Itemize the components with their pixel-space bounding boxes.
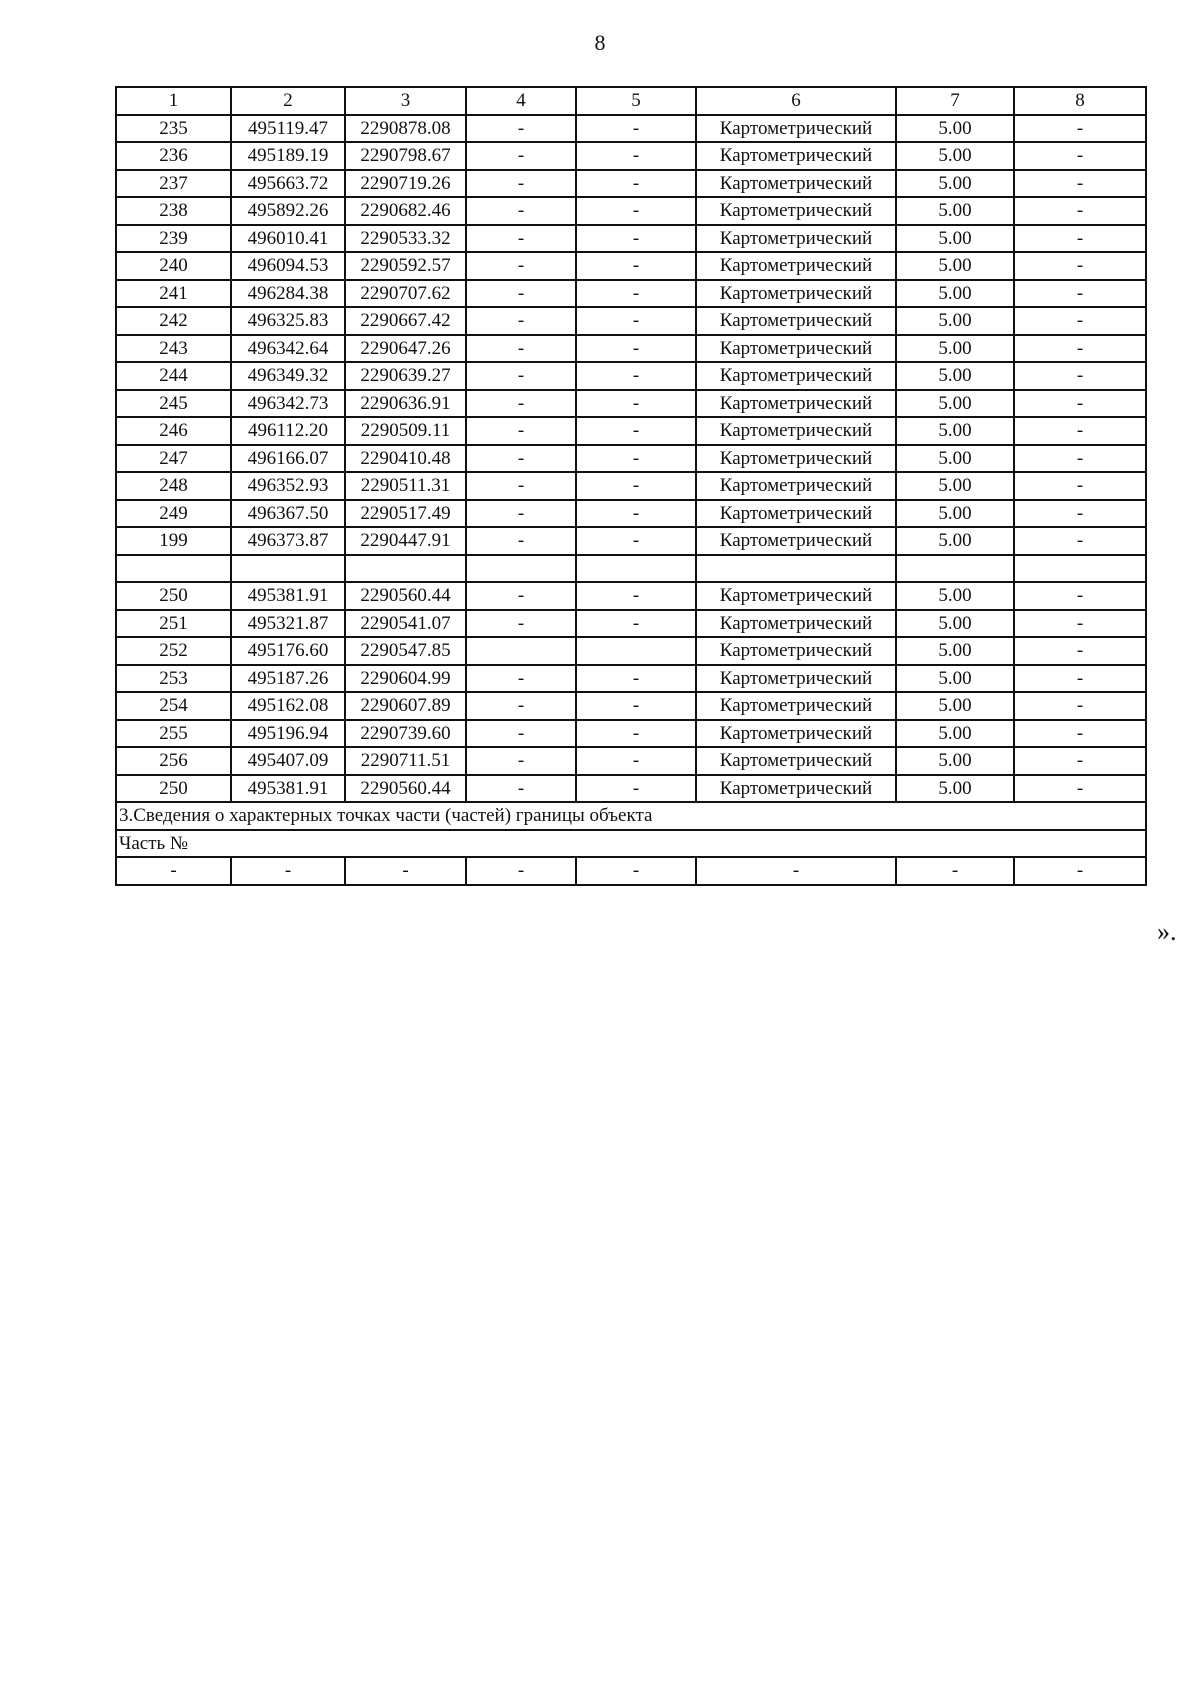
column-header: 8 <box>1014 87 1146 115</box>
table-cell: - <box>1014 665 1146 693</box>
table-row <box>116 362 1146 390</box>
table-cell: 5.00 <box>896 362 1014 390</box>
table-cell: - <box>466 390 576 418</box>
table-cell: - <box>576 417 696 445</box>
table-cell: 5.00 <box>896 582 1014 610</box>
table-cell: 5.00 <box>896 610 1014 638</box>
table-cell: - <box>576 472 696 500</box>
table-cell: - <box>466 472 576 500</box>
table-cell: 495189.19 <box>231 142 345 170</box>
table-cell: Картометрический <box>696 362 896 390</box>
table-cell: - <box>466 775 576 803</box>
table-row <box>116 500 1146 528</box>
table-cell: 5.00 <box>896 500 1014 528</box>
table-cell: - <box>466 225 576 253</box>
table-cell: 495196.94 <box>231 720 345 748</box>
table-cell: - <box>1014 390 1146 418</box>
table-row <box>116 252 1146 280</box>
table-cell: 5.00 <box>896 637 1014 665</box>
table-cell: - <box>1014 857 1146 885</box>
table-cell: Картометрический <box>696 692 896 720</box>
table-cell: - <box>345 857 466 885</box>
table-cell: - <box>576 582 696 610</box>
table-cell: - <box>1014 115 1146 143</box>
table-cell: - <box>576 390 696 418</box>
table-cell: 236 <box>116 142 231 170</box>
table-cell: Картометрический <box>696 527 896 555</box>
table-cell: - <box>466 307 576 335</box>
table-cell: 238 <box>116 197 231 225</box>
table-cell: - <box>1014 225 1146 253</box>
table-cell: - <box>466 142 576 170</box>
table-cell: 2290509.11 <box>345 417 466 445</box>
table-cell: 496112.20 <box>231 417 345 445</box>
table-cell: - <box>466 197 576 225</box>
page-number: 8 <box>594 30 606 55</box>
table-cell: 5.00 <box>896 197 1014 225</box>
table-cell: 248 <box>116 472 231 500</box>
table-cell: - <box>1014 445 1146 473</box>
table-cell: 245 <box>116 390 231 418</box>
table-cell: - <box>576 720 696 748</box>
table-cell: Картометрический <box>696 747 896 775</box>
table-cell: Картометрический <box>696 280 896 308</box>
table-cell <box>696 555 896 583</box>
section3-title: 3.Сведения о характерных точках части (частей) границы объекта <box>116 802 1146 830</box>
table-cell: 495381.91 <box>231 775 345 803</box>
table-cell: - <box>1014 335 1146 363</box>
table-row <box>116 692 1146 720</box>
table-cell: 2290533.32 <box>345 225 466 253</box>
table-cell: 242 <box>116 307 231 335</box>
table-cell <box>345 555 466 583</box>
table-cell: - <box>466 747 576 775</box>
table-row <box>116 527 1146 555</box>
part-label-row <box>116 830 1146 858</box>
table-cell <box>466 555 576 583</box>
table-cell: 2290878.08 <box>345 115 466 143</box>
table-cell: - <box>466 417 576 445</box>
table-cell: Картометрический <box>696 637 896 665</box>
table-cell: Картометрический <box>696 610 896 638</box>
table-row <box>116 582 1146 610</box>
table-cell: 247 <box>116 445 231 473</box>
table-cell <box>231 555 345 583</box>
table-cell: Картометрический <box>696 335 896 363</box>
table-cell: 496352.93 <box>231 472 345 500</box>
table-cell: 496373.87 <box>231 527 345 555</box>
table-cell: 5.00 <box>896 417 1014 445</box>
table-cell: - <box>576 445 696 473</box>
table-cell: - <box>466 362 576 390</box>
table-cell: Картометрический <box>696 417 896 445</box>
table-cell: Картометрический <box>696 225 896 253</box>
table-cell: 2290607.89 <box>345 692 466 720</box>
table-cell: - <box>466 610 576 638</box>
table-row <box>116 225 1146 253</box>
table-row <box>116 390 1146 418</box>
table-cell: - <box>1014 747 1146 775</box>
table-cell: - <box>466 720 576 748</box>
table-cell: 2290739.60 <box>345 720 466 748</box>
table-cell: - <box>576 307 696 335</box>
table-cell: - <box>576 665 696 693</box>
table-cell: 2290719.26 <box>345 170 466 198</box>
table-cell: 251 <box>116 610 231 638</box>
table-cell: - <box>466 665 576 693</box>
table-cell <box>466 637 576 665</box>
table-cell: 495663.72 <box>231 170 345 198</box>
table-row <box>116 142 1146 170</box>
table-cell: - <box>896 857 1014 885</box>
table-cell: 496284.38 <box>231 280 345 308</box>
table-cell: 5.00 <box>896 225 1014 253</box>
table-cell: - <box>576 142 696 170</box>
table-cell: 239 <box>116 225 231 253</box>
table-cell: Картометрический <box>696 252 896 280</box>
table-cell: Картометрический <box>696 775 896 803</box>
table-cell: - <box>466 445 576 473</box>
table-row <box>116 280 1146 308</box>
table-cell: 253 <box>116 665 231 693</box>
coordinates-table <box>115 86 1147 886</box>
table-cell: - <box>1014 527 1146 555</box>
column-header: 3 <box>345 87 466 115</box>
section3-row <box>116 802 1146 830</box>
table-cell: 249 <box>116 500 231 528</box>
table-cell: 235 <box>116 115 231 143</box>
table-cell: 5.00 <box>896 170 1014 198</box>
table-cell: - <box>466 280 576 308</box>
table-cell <box>896 555 1014 583</box>
table-cell: 5.00 <box>896 720 1014 748</box>
table-cell: Картометрический <box>696 500 896 528</box>
column-header: 6 <box>696 87 896 115</box>
table-cell: - <box>1014 582 1146 610</box>
table-cell: 250 <box>116 582 231 610</box>
table-cell: - <box>576 225 696 253</box>
table-cell: 199 <box>116 527 231 555</box>
table-cell: 2290711.51 <box>345 747 466 775</box>
table-cell: - <box>231 857 345 885</box>
table-cell: 496367.50 <box>231 500 345 528</box>
table-cell: 2290639.27 <box>345 362 466 390</box>
table-row <box>116 197 1146 225</box>
table-cell: 255 <box>116 720 231 748</box>
table-cell: Картометрический <box>696 582 896 610</box>
table-cell: - <box>576 775 696 803</box>
table-cell: - <box>576 362 696 390</box>
table-cell: - <box>1014 472 1146 500</box>
table-cell: 243 <box>116 335 231 363</box>
table-cell: 2290410.48 <box>345 445 466 473</box>
table-cell: 5.00 <box>896 472 1014 500</box>
table-cell: - <box>1014 610 1146 638</box>
table-cell: 2290447.91 <box>345 527 466 555</box>
table-row <box>116 610 1146 638</box>
table-row <box>116 472 1146 500</box>
table-cell: - <box>466 857 576 885</box>
table-cell: 5.00 <box>896 335 1014 363</box>
table-cell: 496010.41 <box>231 225 345 253</box>
table-cell: - <box>1014 720 1146 748</box>
table-cell: 2290647.26 <box>345 335 466 363</box>
table-cell: 5.00 <box>896 390 1014 418</box>
table-cell <box>116 555 231 583</box>
table-cell: - <box>1014 252 1146 280</box>
table-cell: 2290511.31 <box>345 472 466 500</box>
table-row <box>116 720 1146 748</box>
table-cell: 250 <box>116 775 231 803</box>
table-cell: - <box>576 500 696 528</box>
column-header: 1 <box>116 87 231 115</box>
table-cell <box>576 555 696 583</box>
table-cell: Картометрический <box>696 197 896 225</box>
table-cell: 495321.87 <box>231 610 345 638</box>
table-row <box>116 775 1146 803</box>
table-cell: - <box>576 857 696 885</box>
table-cell: 241 <box>116 280 231 308</box>
table-cell: 496325.83 <box>231 307 345 335</box>
table-cell: Картометрический <box>696 665 896 693</box>
table-cell: - <box>116 857 231 885</box>
table-cell: 495892.26 <box>231 197 345 225</box>
part-row <box>116 857 1146 885</box>
table-cell: 2290592.57 <box>345 252 466 280</box>
table-cell <box>1014 555 1146 583</box>
table-cell: 5.00 <box>896 142 1014 170</box>
table-cell: Картометрический <box>696 307 896 335</box>
table-cell: Картометрический <box>696 115 896 143</box>
table-cell: - <box>576 527 696 555</box>
table-row <box>116 115 1146 143</box>
table-row <box>116 307 1146 335</box>
table-cell: 2290560.44 <box>345 582 466 610</box>
table-cell: - <box>466 170 576 198</box>
table-cell: 496166.07 <box>231 445 345 473</box>
table-cell: - <box>466 335 576 363</box>
table-cell: - <box>576 610 696 638</box>
table-cell: - <box>1014 307 1146 335</box>
table-cell: Картометрический <box>696 445 896 473</box>
table-cell: Картометрический <box>696 170 896 198</box>
table-cell: - <box>576 280 696 308</box>
table-cell: - <box>1014 362 1146 390</box>
table-cell: 495162.08 <box>231 692 345 720</box>
table-cell: - <box>466 252 576 280</box>
table-cell: 2290604.99 <box>345 665 466 693</box>
table-row <box>116 747 1146 775</box>
table-cell: 2290560.44 <box>345 775 466 803</box>
table-cell: Картометрический <box>696 142 896 170</box>
column-header: 2 <box>231 87 345 115</box>
table-cell: 495381.91 <box>231 582 345 610</box>
table-cell: - <box>576 747 696 775</box>
table-cell: 495407.09 <box>231 747 345 775</box>
table-cell: 240 <box>116 252 231 280</box>
table-cell: - <box>466 500 576 528</box>
table-row <box>116 417 1146 445</box>
closing-quote: ». <box>1157 917 1177 946</box>
table-row <box>116 335 1146 363</box>
table-row <box>116 445 1146 473</box>
table-cell: - <box>576 252 696 280</box>
table-cell: 496094.53 <box>231 252 345 280</box>
table-cell: 2290517.49 <box>345 500 466 528</box>
column-header: 5 <box>576 87 696 115</box>
table-cell: 495119.47 <box>231 115 345 143</box>
table-cell: 5.00 <box>896 307 1014 335</box>
table-cell: 237 <box>116 170 231 198</box>
table-cell: 244 <box>116 362 231 390</box>
table-cell: 5.00 <box>896 252 1014 280</box>
table-cell: 5.00 <box>896 775 1014 803</box>
table-cell: 5.00 <box>896 665 1014 693</box>
table-cell: - <box>1014 197 1146 225</box>
table-cell: 5.00 <box>896 527 1014 555</box>
table-cell: 496342.64 <box>231 335 345 363</box>
table-cell: 2290667.42 <box>345 307 466 335</box>
table-cell: - <box>576 197 696 225</box>
table-cell: 2290707.62 <box>345 280 466 308</box>
table-cell: - <box>466 582 576 610</box>
table-cell: 5.00 <box>896 692 1014 720</box>
table-cell: - <box>1014 170 1146 198</box>
table-cell: Картометрический <box>696 390 896 418</box>
table-cell: - <box>466 692 576 720</box>
table-cell: 5.00 <box>896 280 1014 308</box>
table-cell: - <box>576 115 696 143</box>
table-cell: 252 <box>116 637 231 665</box>
table-cell: 5.00 <box>896 445 1014 473</box>
table-cell: - <box>576 335 696 363</box>
table-cell: 5.00 <box>896 747 1014 775</box>
table-cell: - <box>576 692 696 720</box>
table-cell: - <box>1014 775 1146 803</box>
table-row <box>116 637 1146 665</box>
table-header-row <box>116 87 1146 115</box>
table-cell: - <box>466 115 576 143</box>
table-cell: Картометрический <box>696 472 896 500</box>
table-cell: 496349.32 <box>231 362 345 390</box>
table-cell: - <box>1014 637 1146 665</box>
table-cell: 256 <box>116 747 231 775</box>
table-cell: - <box>696 857 896 885</box>
table-cell: 2290547.85 <box>345 637 466 665</box>
table-cell: 2290541.07 <box>345 610 466 638</box>
table-cell: - <box>1014 142 1146 170</box>
table-cell: 2290798.67 <box>345 142 466 170</box>
table-cell: 2290682.46 <box>345 197 466 225</box>
table-cell: - <box>576 170 696 198</box>
table-cell: - <box>1014 280 1146 308</box>
table-cell: 254 <box>116 692 231 720</box>
table-row <box>116 555 1146 583</box>
column-header: 4 <box>466 87 576 115</box>
column-header: 7 <box>896 87 1014 115</box>
part-label: Часть № <box>116 830 1146 858</box>
table-cell: 495176.60 <box>231 637 345 665</box>
table-cell: - <box>1014 500 1146 528</box>
table-cell: 2290636.91 <box>345 390 466 418</box>
table-cell: - <box>1014 417 1146 445</box>
table-cell: - <box>1014 692 1146 720</box>
table-cell: 246 <box>116 417 231 445</box>
table-cell: Картометрический <box>696 720 896 748</box>
table-row <box>116 665 1146 693</box>
table-cell: 5.00 <box>896 115 1014 143</box>
table-cell: 496342.73 <box>231 390 345 418</box>
table-cell: - <box>466 527 576 555</box>
table-row <box>116 170 1146 198</box>
table-cell: 495187.26 <box>231 665 345 693</box>
table-cell <box>576 637 696 665</box>
